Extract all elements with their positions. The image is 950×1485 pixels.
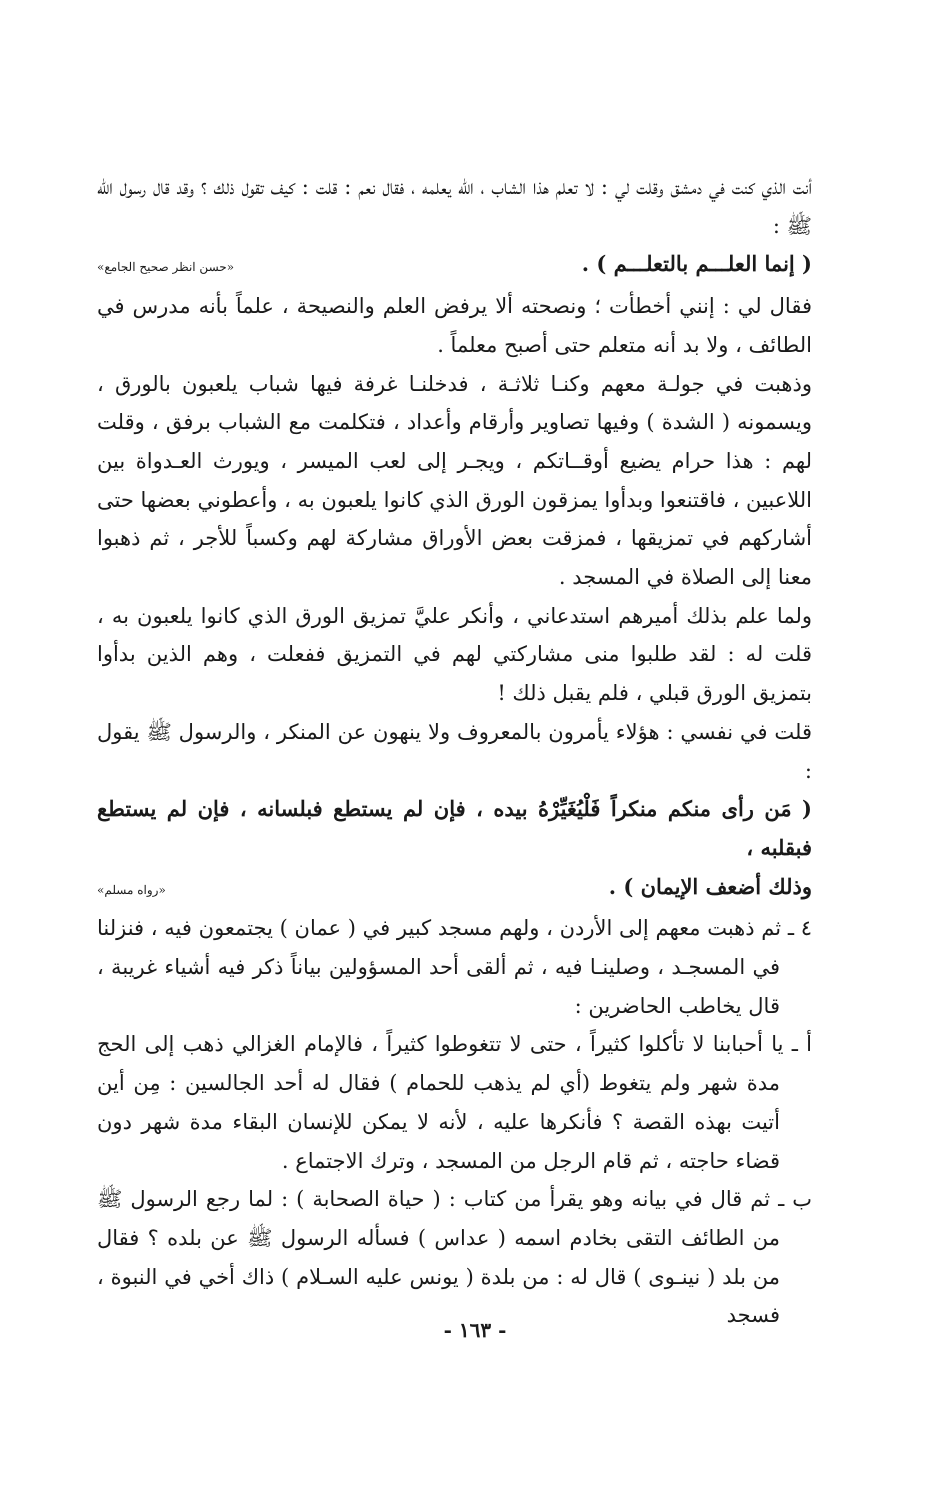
paragraph: وذهبت في جولـة معهم وكنـا ثلاثـة ، فدخلنـا غرفة فيها شباب يلعبون بالورق ، ويسمونه ( الشدة ) وفيها تصاوير وأرقام وأعداد ، فتكلمت مع الشباب برفق ، وقلت لهم : هذا حرام يضيع أوقــاتكم ، ويجـر إلى لعب الميسر ، ويورث العـدواة بين اللاعبين ، فاقتنعوا وبدأوا يمزقون الورق الذي كانوا يلعبون به ، وأعطوني بعضها حتى أشاركهم في تمزيقها ، فمزقت بعض الأوراق مشاركة لهم وكسباً للأجر ، ثم ذهبوا معنا إلى الصلاة في المسجد . — [97, 371, 812, 590]
hadith-quote-line: ( مَن رأى منكم منكراً فَلْيُغَيِّرْهُ بيده ، فإن لم يستطع فبلسانه ، فإن لم يستطع فبقلبه ، — [97, 796, 812, 860]
hadith-text: وذلك أضعف الإيمان ) . — [608, 873, 812, 899]
paragraph: قلت في نفسي : هؤلاء يأمرون بالمعروف ولا ينهون عن المنكر ، والرسول ﷺ يقول : — [97, 719, 812, 783]
paragraph: أنت الذي كنت في دمشق وقلت لي : لا تعلم هذا الشاب ، الله يعلمه ، فقال نعم : قلت : كيف تقول ذلك ؟ وقد قال رسول الله ﷺ : — [97, 175, 812, 238]
paragraph: فقال لي : إنني أخطأت ؛ ونصحته ألا يرفض العلم والنصيحة ، علماً بأنه مدرس في الطائف ، ولا بد أنه متعلم حتى أصبح معلماً . — [97, 294, 812, 357]
numbered-paragraph: ٤ ـ ثم ذهبت معهم إلى الأردن ، ولهم مسجد كبير في ( عمان ) يجتمعون فيه ، فنزلنا في المسجـد ، وصلينـا فيه ، ثم ألقى أحد المسؤولين بياناً ذكر فيه أشياء غريبة ، قال يخاطب الحاضرين : — [97, 916, 812, 1018]
page-number: - ١٦٣ - — [443, 1318, 507, 1342]
hadith-text: ( إنما العلـــم بالتعلـــم ) . — [581, 251, 812, 277]
list-item: أ ـ يا أحبابنا لا تأكلوا كثيراً ، حتى لا تتغوطوا كثيراً ، فالإمام الغزالي ذهب إلى الحج مدة شهر ولم يتغوط (أي لم يذهب للحمام ) فقال له أحد الجالسين : مِن أين أتيت بهذه القصة ؟ فأنكرها عليه ، لأنه لا يمكن للإنسان البقاء مدة شهر دون قضاء حاجته ، ثم قام الرجل من المسجد ، وترك الاجتماع . — [97, 1032, 812, 1173]
list-item: ب ـ ثم قال في بيانه وهو يقرأ من كتاب : ( حياة الصحابة ) : لما رجع الرسول ﷺ من الطائف التقى بخادم اسمه ( عداس ) فسأله الرسول ﷺ عن بلده ؟ فقال من بلد ( نينـوى ) قال له : من بلدة ( يونس عليه السـلام ) ذاك أخي في النبوة ، فسجد — [97, 1187, 812, 1328]
paragraph: ولما علم بذلك أميرهم استدعاني ، وأنكر عليَّ تمزيق الورق الذي كانوا يلعبون به ، قلت له : لقد طلبوا منى مشاركتي لهم في التمزيق ففعلت ، وهم الذين بدأوا بتمزيق الورق قبلي ، فلم يقبل ذلك ! — [97, 603, 812, 706]
hadith-quote — [97, 245, 812, 287]
hadith-source: «حسن انظر صحيح الجامع» — [97, 260, 235, 275]
page-body — [97, 168, 812, 1335]
hadith-quote — [97, 868, 812, 910]
hadith-source: «رواه مسلم» — [97, 882, 166, 897]
